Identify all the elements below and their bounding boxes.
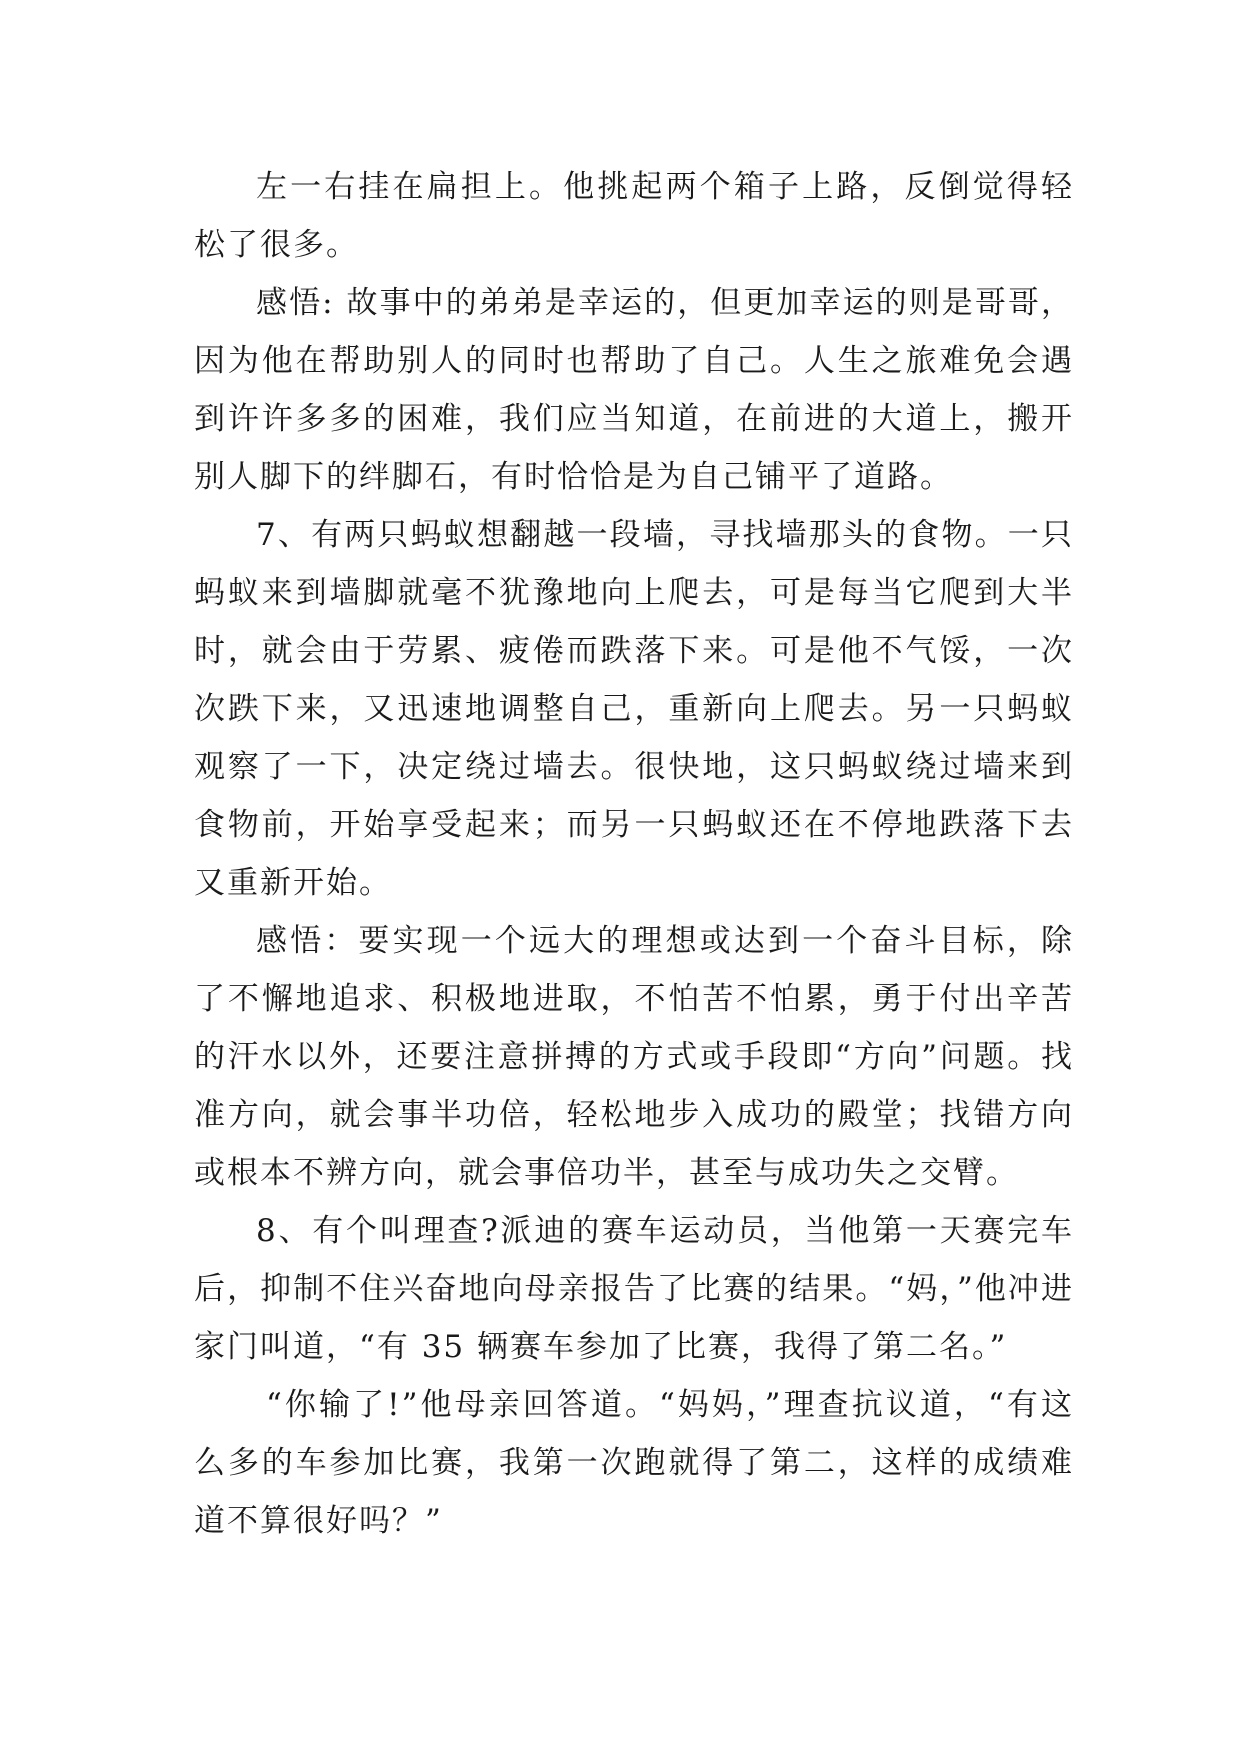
paragraph-story-8: 8、有个叫理查?派迪的赛车运动员，当他第一天赛完车后，抑制不住兴奋地向母亲报告了比赛的结果。“妈，”他冲进家门叫道，“有 35 辆赛车参加了比赛，我得了第二名。” <box>194 1213 1074 1365</box>
paragraph-continuation: 左一右挂在扁担上。他挑起两个箱子上路，反倒觉得轻松了很多。 <box>194 169 1074 263</box>
paragraph-reflection-2: 感悟：要实现一个远大的理想或达到一个奋斗目标，除了不懈地追求、积极地进取，不怕苦不怕累，勇于付出辛苦的汗水以外，还要注意拼搏的方式或手段即“方向”问题。找准方向，就会事半功倍，轻松地步入成功的殿堂；找错方向或根本不辨方向，就会事倍功半，甚至与成功失之交臂。 <box>194 923 1074 1191</box>
paragraph-dialogue: “你输了!”他母亲回答道。“妈妈，”理查抗议道，“有这么多的车参加比赛，我第一次跑就得了第二，这样的成绩难道不算很好吗？” <box>194 1387 1074 1539</box>
paragraph-story-7: 7、有两只蚂蚁想翻越一段墙，寻找墙那头的食物。一只蚂蚁来到墙脚就毫不犹豫地向上爬去，可是每当它爬到大半时，就会由于劳累、疲倦而跌落下来。可是他不气馁，一次次跌下来，又迅速地调整自己，重新向上爬去。另一只蚂蚁观察了一下，决定绕过墙去。很快地，这只蚂蚁绕过墙来到食物前，开始享受起来；而另一只蚂蚁还在不停地跌落下去又重新开始。 <box>194 517 1074 901</box>
document-body <box>194 158 1074 1550</box>
paragraph-reflection-1: 感悟: 故事中的弟弟是幸运的，但更加幸运的则是哥哥，因为他在帮助别人的同时也帮助了自己。人生之旅难免会遇到许许多多的困难，我们应当知道，在前进的大道上，搬开别人脚下的绊脚石，有时恰恰是为自己铺平了道路。 <box>194 285 1074 495</box>
